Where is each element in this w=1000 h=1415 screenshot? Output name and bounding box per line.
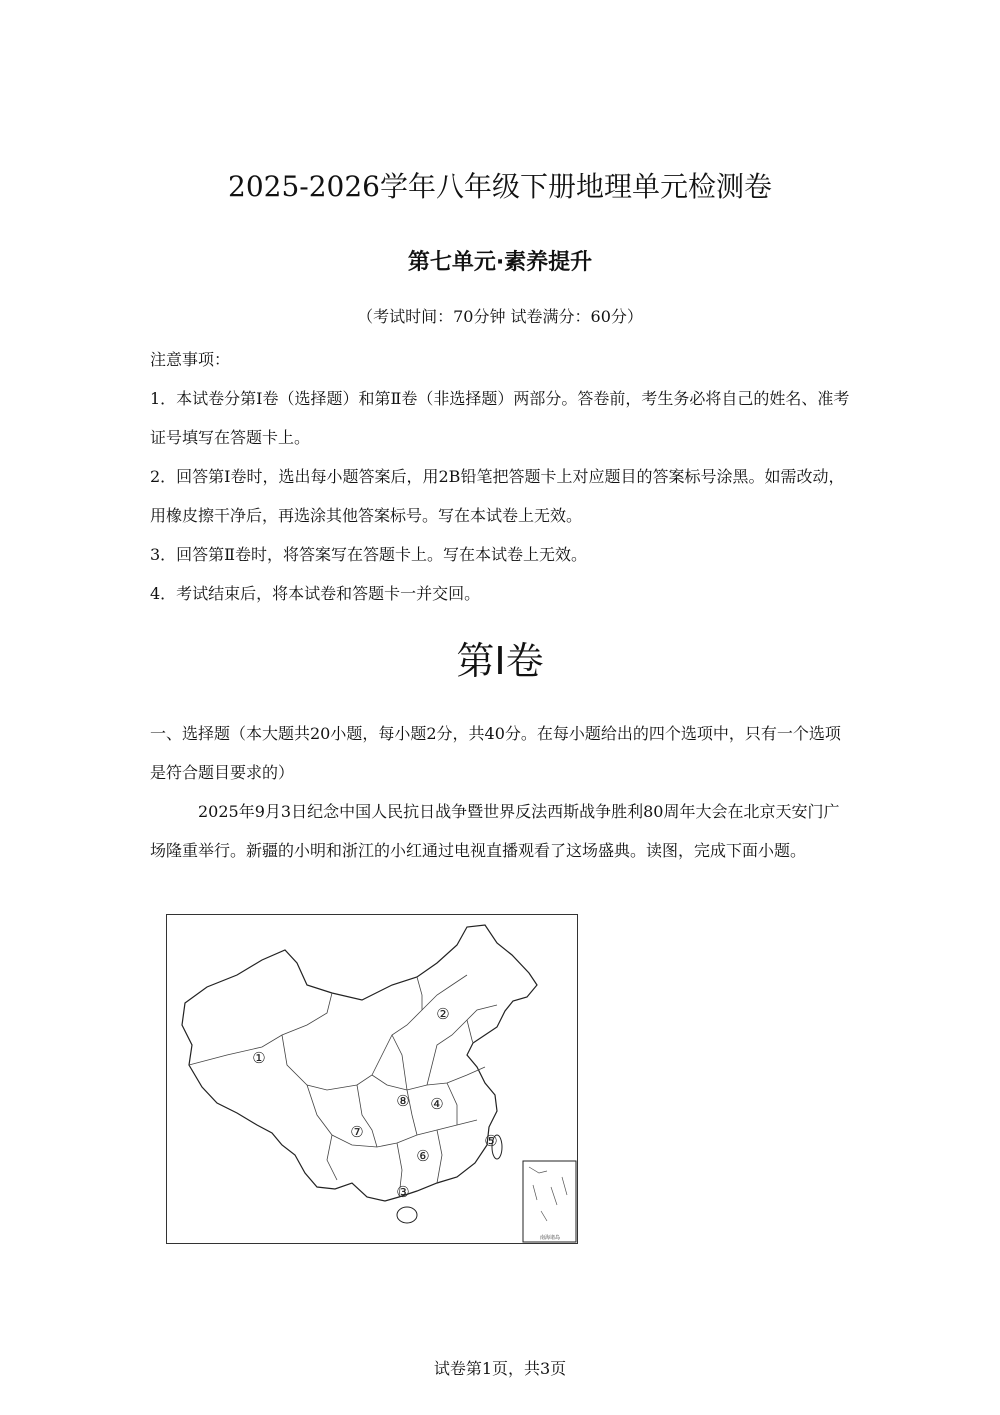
question-intro — [150, 792, 850, 870]
map-label-4: ④ — [430, 1095, 444, 1113]
notes-heading: 注意事项： — [150, 350, 231, 369]
note-item: 3．回答第Ⅱ卷时，将答案写在答题卡上。写在本试卷上无效。 — [150, 545, 588, 564]
map-outline — [182, 925, 537, 1201]
document-subtitle: 第七单元·素养提升 — [407, 250, 593, 275]
note-item: 2．回答第Ⅰ卷时，选出每小题答案后，用2B铅笔把答题卡上对应题目的答案标号涂黑。如需改动，用橡皮擦干净后，再选涂其他答案标号。写在本试卷上无效。 — [150, 467, 845, 525]
map-label-3: ③ — [396, 1183, 410, 1201]
south-sea-inset — [523, 1161, 576, 1242]
notes-section — [150, 340, 850, 613]
question-part — [150, 714, 850, 792]
page-footer: 试卷第1页，共3页 — [433, 1359, 567, 1378]
china-map-drawing — [167, 915, 577, 1243]
map-label-2: ② — [436, 1005, 450, 1023]
province-borders — [189, 975, 497, 1197]
document-title: 2025-2026学年八年级下册地理单元检测卷 — [228, 170, 772, 203]
section-heading: 第Ⅰ卷 — [456, 639, 544, 683]
map-label-5: ⑤ — [484, 1132, 498, 1150]
note-item: 4．考试结束后，将本试卷和答题卡一并交回。 — [150, 584, 481, 603]
map-label-1: ① — [252, 1049, 266, 1067]
note-item: 1．本试卷分第Ⅰ卷（选择题）和第Ⅱ卷（非选择题）两部分。答卷前，考生务必将自己的姓名、准考证号填写在答题卡上。 — [150, 389, 850, 447]
hainan-island — [397, 1207, 417, 1223]
exam-info: （考试时间：70分钟 试卷满分：60分） — [357, 307, 643, 326]
map-label-8: ⑧ — [396, 1092, 410, 1110]
inset-caption: 南海诸岛 — [539, 1235, 561, 1241]
map-label-6: ⑥ — [416, 1147, 430, 1165]
map-label-7: ⑦ — [350, 1123, 364, 1141]
part-title: 一、选择题（本大题共20小题，每小题2分，共40分。在每小题给出的四个选项中，只有一个选项是符合题目要求的） — [150, 724, 841, 782]
intro-paragraph: 2025年9月3日纪念中国人民抗日战争暨世界反法西斯战争胜利80周年大会在北京天安门广场隆重举行。新疆的小明和浙江的小红通过电视直播观看了这场盛典。读图，完成下面小题。 — [150, 802, 840, 860]
china-map-figure — [166, 914, 578, 1244]
